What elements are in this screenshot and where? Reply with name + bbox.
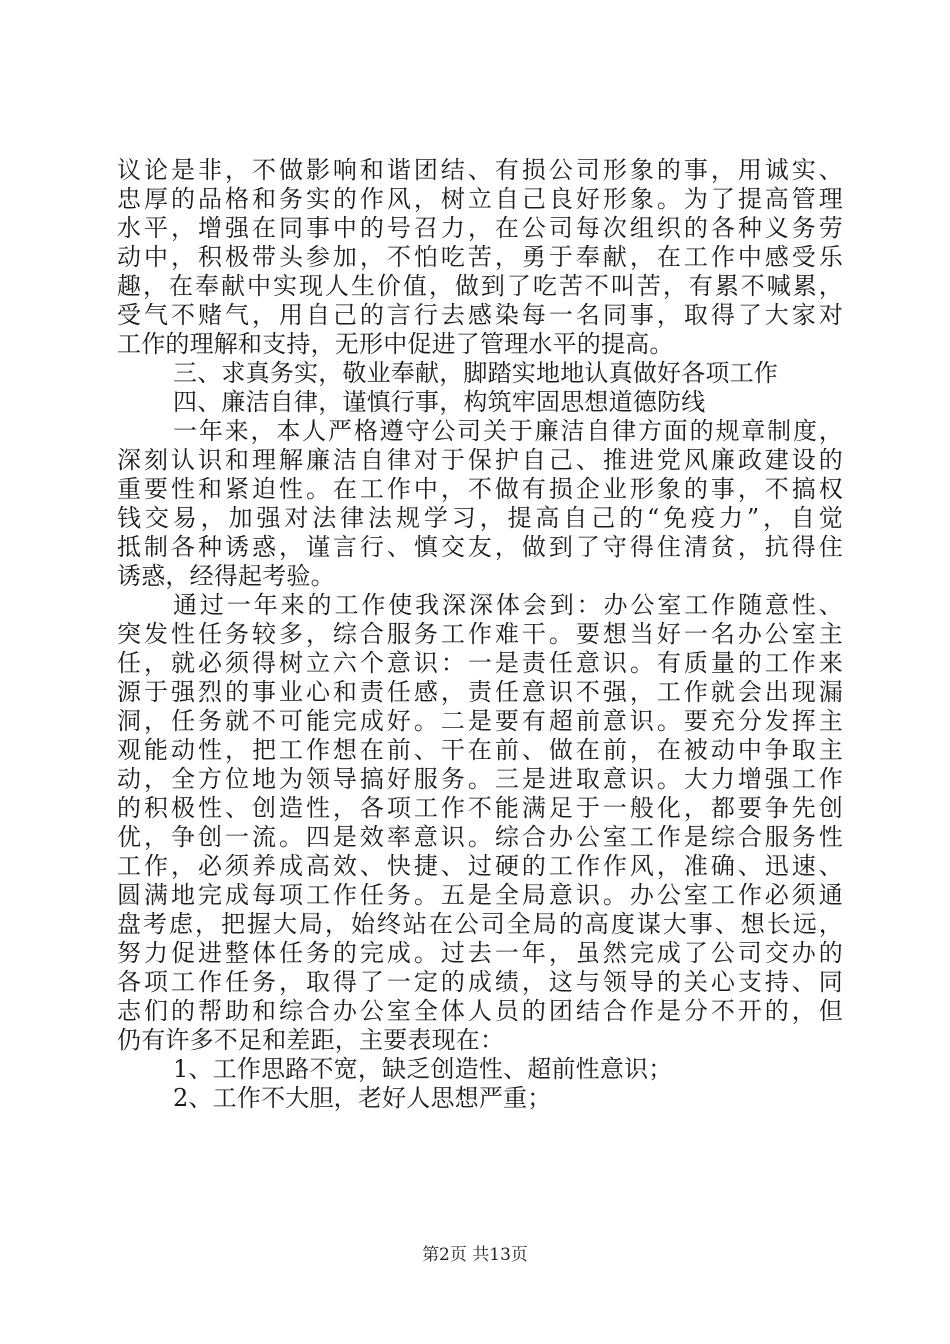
text-line: 工作，必须养成高效、快捷、过硬的工作作风，准确、迅速、 <box>117 852 843 880</box>
text-line: 重要性和紧迫性。在工作中，不做有损企业形象的事，不搞权 <box>117 475 843 503</box>
text-line: 诱惑，经得起考验。 <box>117 562 335 590</box>
text-line: 的积极性、创造性，各项工作不能满足于一般化，都要争先创 <box>117 794 843 822</box>
text-line: 深刻认识和理解廉洁自律对于保护自己、推进党风廉政建设的 <box>117 446 843 474</box>
list-item: 2、工作不大胆，老好人思想严重； <box>173 1084 552 1112</box>
text-line: 源于强烈的事业心和责任感，责任意识不强，工作就会出现漏 <box>117 678 843 706</box>
text-line: 任，就必须得树立六个意识：一是责任意识。有质量的工作来 <box>117 649 843 677</box>
body-text <box>117 156 843 1113</box>
list-item: 1、工作思路不宽，缺乏创造性、超前性意识； <box>173 1055 673 1083</box>
text-line: 抵制各种诱惑，谨言行、慎交友，做到了守得住清贫，抗得住 <box>117 533 843 561</box>
text-line: 志们的帮助和综合办公室全体人员的团结合作是分不开的，但 <box>117 997 843 1025</box>
text-line: 各项工作任务，取得了一定的成绩，这与领导的关心支持、同 <box>117 968 843 996</box>
section-heading: 三、求真务实，敬业奉献，脚踏实地地认真做好各项工作 <box>173 359 778 387</box>
text-line: 通过一年来的工作使我深深体会到：办公室工作随意性、 <box>173 591 843 619</box>
page-number: 第2页 共13页 <box>422 1245 528 1265</box>
text-line: 钱交易，加强对法律法规学习，提高自己的“免疫力”，自觉 <box>117 504 843 532</box>
text-line: 一年来，本人严格遵守公司关于廉洁自律方面的规章制度， <box>173 417 843 445</box>
text-line: 动中，积极带头参加，不怕吃苦，勇于奉献，在工作中感受乐 <box>117 243 843 271</box>
text-line: 趣，在奉献中实现人生价值，做到了吃苦不叫苦，有累不喊累， <box>117 272 843 300</box>
text-line: 努力促进整体任务的完成。过去一年，虽然完成了公司交办的 <box>117 939 843 967</box>
section-heading: 四、廉洁自律，谨慎行事，构筑牢固思想道德防线 <box>173 388 706 416</box>
text-line: 水平，增强在同事中的号召力，在公司每次组织的各种义务劳 <box>117 214 843 242</box>
text-line: 仍有许多不足和差距，主要表现在： <box>117 1026 505 1054</box>
text-line: 突发性任务较多，综合服务工作难干。要想当好一名办公室主 <box>117 620 843 648</box>
text-line: 圆满地完成每项工作任务。五是全局意识。办公室工作必须通 <box>117 881 843 909</box>
text-line: 观能动性，把工作想在前、干在前、做在前，在被动中争取主 <box>117 736 843 764</box>
text-line: 优，争创一流。四是效率意识。综合办公室工作是综合服务性 <box>117 823 843 851</box>
text-line: 洞，任务就不可能完成好。二是要有超前意识。要充分发挥主 <box>117 707 843 735</box>
text-line: 忠厚的品格和务实的作风，树立自己良好形象。为了提高管理 <box>117 185 843 213</box>
text-line: 受气不赌气，用自己的言行去感染每一名同事，取得了大家对 <box>117 301 843 329</box>
text-line: 议论是非，不做影响和谐团结、有损公司形象的事，用诚实、 <box>117 156 843 184</box>
text-line: 动，全方位地为领导搞好服务。三是进取意识。大力增强工作 <box>117 765 843 793</box>
text-line: 工作的理解和支持，无形中促进了管理水平的提高。 <box>117 330 674 358</box>
text-line: 盘考虑，把握大局，始终站在公司全局的高度谋大事、想长远， <box>117 910 843 938</box>
